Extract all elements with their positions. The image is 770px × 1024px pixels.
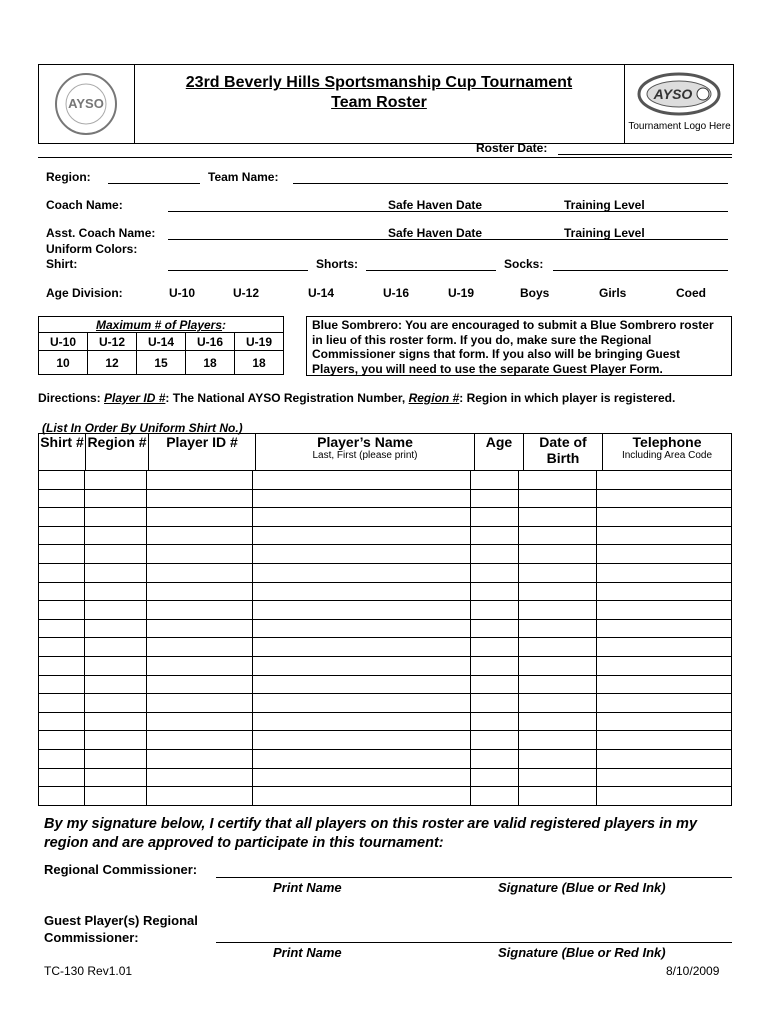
col-age: Age	[475, 434, 524, 471]
table-row	[39, 545, 732, 564]
blue-sombrero-note: Blue Sombrero: You are encouraged to submit a Blue Sombrero roster in lieu of this roster form. If you do, make sure the Regional Commissioner signs that form. If you also will be bringing Guest Players, you will need to use the separate Guest Player Form.	[306, 316, 732, 376]
cell-dob[interactable]	[519, 656, 597, 675]
ayso-seal-box	[39, 65, 135, 143]
cell-shirt[interactable]	[39, 508, 85, 527]
cell-shirt[interactable]	[39, 563, 85, 582]
cell-player-name[interactable]	[253, 787, 471, 806]
col-dob: Date of Birth	[524, 434, 603, 471]
cell-telephone[interactable]	[597, 471, 732, 490]
cell-player-id[interactable]	[147, 749, 253, 768]
cell-age[interactable]	[471, 471, 519, 490]
cell-player-id[interactable]	[147, 731, 253, 750]
cell-age[interactable]	[471, 787, 519, 806]
cell-telephone[interactable]	[597, 731, 732, 750]
cell-telephone[interactable]	[597, 619, 732, 638]
cell-age[interactable]	[471, 582, 519, 601]
cell-region[interactable]	[85, 601, 147, 620]
cell-player-id[interactable]	[147, 675, 253, 694]
cell-player-id[interactable]	[147, 712, 253, 731]
cell-telephone[interactable]	[597, 563, 732, 582]
roster-table-body	[38, 470, 732, 806]
col-player-id: Player ID #	[149, 434, 256, 471]
cell-shirt[interactable]	[39, 694, 85, 713]
cell-shirt[interactable]	[39, 787, 85, 806]
regional-commissioner-signature-line[interactable]	[216, 877, 732, 878]
cell-player-name[interactable]	[253, 749, 471, 768]
team-name-label: Team Name:	[208, 170, 279, 184]
cell-dob[interactable]	[519, 749, 597, 768]
max-players-table	[38, 316, 284, 375]
safe-haven-label-1: Safe Haven Date	[388, 198, 483, 212]
age-option-u12[interactable]: U-12	[233, 286, 260, 300]
cell-dob[interactable]	[519, 508, 597, 527]
cell-age[interactable]	[471, 694, 519, 713]
table-row	[39, 731, 732, 750]
cell-dob[interactable]	[519, 638, 597, 657]
table-row	[39, 694, 732, 713]
coach-name-label: Coach Name:	[46, 198, 123, 212]
cell-telephone[interactable]	[597, 489, 732, 508]
cell-shirt[interactable]	[39, 526, 85, 545]
guest-commissioner-signature-line[interactable]	[216, 942, 732, 943]
cell-player-name[interactable]	[253, 768, 471, 787]
cell-shirt[interactable]	[39, 656, 85, 675]
cell-telephone[interactable]	[597, 675, 732, 694]
header-box	[38, 64, 734, 144]
cell-region[interactable]	[85, 675, 147, 694]
cell-age[interactable]	[471, 768, 519, 787]
signature-label-1: Signature (Blue or Red Ink)	[498, 880, 666, 895]
cell-shirt[interactable]	[39, 601, 85, 620]
safe-haven-label-2: Safe Haven Date	[388, 226, 483, 240]
cell-region[interactable]	[85, 712, 147, 731]
cell-player-id[interactable]	[147, 545, 253, 564]
cell-age[interactable]	[471, 731, 519, 750]
cell-telephone[interactable]	[597, 712, 732, 731]
cell-telephone[interactable]	[597, 582, 732, 601]
training-level-label-1: Training Level	[564, 198, 645, 212]
cell-shirt[interactable]	[39, 489, 85, 508]
shirt-label: Shirt:	[46, 257, 78, 271]
uniform-colors-label: Uniform Colors:	[46, 242, 138, 256]
cell-dob[interactable]	[519, 601, 597, 620]
roster-date-field[interactable]	[558, 154, 732, 155]
cell-player-id[interactable]	[147, 638, 253, 657]
list-order-note: (List In Order By Uniform Shirt No.)	[42, 421, 243, 435]
cell-player-name[interactable]	[253, 638, 471, 657]
svg-text:AYSO: AYSO	[68, 96, 104, 111]
roster-table-header	[38, 433, 732, 471]
cell-region[interactable]	[85, 731, 147, 750]
age-option-u16[interactable]: U-16	[383, 286, 410, 300]
cell-player-id[interactable]	[147, 787, 253, 806]
cell-age[interactable]	[471, 619, 519, 638]
cell-shirt[interactable]	[39, 582, 85, 601]
cell-player-id[interactable]	[147, 471, 253, 490]
table-row	[39, 526, 732, 545]
age-option-coed[interactable]: Coed	[676, 286, 706, 300]
cell-player-id[interactable]	[147, 656, 253, 675]
cell-player-name[interactable]	[253, 471, 471, 490]
table-row	[39, 675, 732, 694]
cell-telephone[interactable]	[597, 787, 732, 806]
max-count-u12: 12	[88, 351, 137, 375]
table-row	[39, 601, 732, 620]
max-div-u12: U-12	[88, 333, 137, 351]
cell-region[interactable]	[85, 619, 147, 638]
cell-dob[interactable]	[519, 768, 597, 787]
table-row	[39, 787, 732, 806]
title-line-2: Team Roster	[331, 94, 427, 111]
col-player-name: Player’s Name Last, First (please print)	[256, 434, 475, 471]
cell-region[interactable]	[85, 526, 147, 545]
cell-shirt[interactable]	[39, 768, 85, 787]
region-label: Region:	[46, 170, 91, 184]
cell-shirt[interactable]	[39, 619, 85, 638]
cell-age[interactable]	[471, 545, 519, 564]
cell-dob[interactable]	[519, 545, 597, 564]
table-row	[39, 508, 732, 527]
table-row	[39, 582, 732, 601]
cell-age[interactable]	[471, 601, 519, 620]
cell-player-id[interactable]	[147, 489, 253, 508]
cell-telephone[interactable]	[597, 526, 732, 545]
cell-age[interactable]	[471, 526, 519, 545]
table-row	[39, 768, 732, 787]
team-name-field[interactable]	[293, 183, 728, 184]
ayso-seal-icon	[39, 65, 134, 143]
cell-telephone[interactable]	[597, 508, 732, 527]
cell-dob[interactable]	[519, 563, 597, 582]
cell-region[interactable]	[85, 471, 147, 490]
cell-telephone[interactable]	[597, 545, 732, 564]
table-row	[39, 489, 732, 508]
table-row	[39, 749, 732, 768]
max-count-u19: 18	[235, 351, 284, 375]
cell-player-name[interactable]	[253, 675, 471, 694]
cell-region[interactable]	[85, 638, 147, 657]
guest-commissioner-label: Guest Player(s) Regional Commissioner:	[44, 913, 198, 945]
cell-age[interactable]	[471, 563, 519, 582]
shorts-field[interactable]	[366, 270, 496, 271]
cell-player-name[interactable]	[253, 601, 471, 620]
cell-region[interactable]	[85, 768, 147, 787]
max-div-u19: U-19	[235, 333, 284, 351]
cell-region[interactable]	[85, 563, 147, 582]
cell-player-name[interactable]	[253, 582, 471, 601]
asst-coach-label: Asst. Coach Name:	[46, 226, 156, 240]
shorts-label: Shorts:	[316, 257, 358, 271]
col-shirt: Shirt #	[39, 434, 86, 471]
cell-dob[interactable]	[519, 675, 597, 694]
cell-dob[interactable]	[519, 731, 597, 750]
table-row	[39, 638, 732, 657]
region-field[interactable]	[108, 183, 200, 184]
cell-player-name[interactable]	[253, 545, 471, 564]
table-row	[39, 471, 732, 490]
cell-player-name[interactable]	[253, 508, 471, 527]
cell-telephone[interactable]	[597, 694, 732, 713]
max-div-u10: U-10	[39, 333, 88, 351]
cell-dob[interactable]	[519, 619, 597, 638]
max-count-u16: 18	[186, 351, 235, 375]
cell-player-id[interactable]	[147, 694, 253, 713]
cell-shirt[interactable]	[39, 675, 85, 694]
form-date: 8/10/2009	[666, 964, 720, 978]
cell-player-name[interactable]	[253, 563, 471, 582]
cell-dob[interactable]	[519, 471, 597, 490]
col-region: Region #	[86, 434, 149, 471]
max-count-u14: 15	[137, 351, 186, 375]
table-row	[39, 656, 732, 675]
signature-label-2: Signature (Blue or Red Ink)	[498, 945, 666, 960]
cell-telephone[interactable]	[597, 749, 732, 768]
cell-region[interactable]	[85, 656, 147, 675]
print-name-label-2: Print Name	[273, 945, 342, 960]
certification-text: By my signature below, I certify that all players on this roster are valid registered players in my region and are approved to participate in this tournament:	[44, 816, 698, 851]
cell-dob[interactable]	[519, 489, 597, 508]
cell-dob[interactable]	[519, 582, 597, 601]
shirt-field[interactable]	[168, 270, 308, 271]
socks-field[interactable]	[553, 270, 728, 271]
cell-age[interactable]	[471, 638, 519, 657]
table-row	[39, 712, 732, 731]
max-players-title: Maximum # of Players:	[39, 317, 284, 333]
cell-player-id[interactable]	[147, 619, 253, 638]
cell-shirt[interactable]	[39, 545, 85, 564]
col-telephone: Telephone Including Area Code	[603, 434, 732, 471]
cell-player-id[interactable]	[147, 563, 253, 582]
table-row	[39, 619, 732, 638]
max-div-u14: U-14	[137, 333, 186, 351]
cell-shirt[interactable]	[39, 731, 85, 750]
table-row	[39, 563, 732, 582]
age-option-girls[interactable]: Girls	[599, 286, 627, 300]
tournament-logo-box	[624, 65, 734, 143]
cell-age[interactable]	[471, 749, 519, 768]
cell-player-id[interactable]	[147, 582, 253, 601]
cell-player-id[interactable]	[147, 768, 253, 787]
cell-age[interactable]	[471, 675, 519, 694]
age-option-boys[interactable]: Boys	[520, 286, 550, 300]
age-option-u10[interactable]: U-10	[169, 286, 196, 300]
cell-region[interactable]	[85, 749, 147, 768]
cell-telephone[interactable]	[597, 768, 732, 787]
logo-caption: Tournament Logo Here	[628, 121, 731, 132]
cell-player-id[interactable]	[147, 526, 253, 545]
socks-label: Socks:	[504, 257, 544, 271]
cell-player-name[interactable]	[253, 656, 471, 675]
cell-age[interactable]	[471, 508, 519, 527]
form-id: TC-130 Rev1.01	[44, 964, 133, 978]
cell-player-name[interactable]	[253, 489, 471, 508]
cell-shirt[interactable]	[39, 471, 85, 490]
cell-region[interactable]	[85, 787, 147, 806]
print-name-label-1: Print Name	[273, 880, 342, 895]
cell-region[interactable]	[85, 582, 147, 601]
age-division-label: Age Division:	[46, 286, 123, 300]
cell-player-id[interactable]	[147, 601, 253, 620]
cell-player-name[interactable]	[253, 526, 471, 545]
directions: Directions: Player ID #: The National AYSO Registration Number, Region #: Region in which player is registered.	[38, 391, 676, 405]
regional-commissioner-label: Regional Commissioner:	[44, 862, 198, 877]
cell-age[interactable]	[471, 712, 519, 731]
cell-player-name[interactable]	[253, 619, 471, 638]
cell-dob[interactable]	[519, 712, 597, 731]
training-level-label-2: Training Level	[564, 226, 645, 240]
cell-player-id[interactable]	[147, 508, 253, 527]
svg-text:AYSO: AYSO	[653, 86, 693, 102]
cell-dob[interactable]	[519, 526, 597, 545]
cell-dob[interactable]	[519, 787, 597, 806]
age-option-u19[interactable]: U-19	[448, 286, 475, 300]
cell-player-name[interactable]	[253, 694, 471, 713]
cell-telephone[interactable]	[597, 601, 732, 620]
cell-dob[interactable]	[519, 694, 597, 713]
ayso-logo-icon	[625, 65, 734, 120]
cell-telephone[interactable]	[597, 656, 732, 675]
cell-region[interactable]	[85, 508, 147, 527]
max-count-u10: 10	[39, 351, 88, 375]
cell-player-name[interactable]	[253, 731, 471, 750]
age-option-u14[interactable]: U-14	[308, 286, 335, 300]
title-line-1: 23rd Beverly Hills Sportsmanship Cup Tournament	[185, 74, 573, 91]
team-info-box	[38, 157, 732, 306]
cell-shirt[interactable]	[39, 638, 85, 657]
cell-player-name[interactable]	[253, 712, 471, 731]
cell-shirt[interactable]	[39, 712, 85, 731]
cell-region[interactable]	[85, 694, 147, 713]
cell-age[interactable]	[471, 489, 519, 508]
cell-region[interactable]	[85, 545, 147, 564]
roster-date-label: Roster Date:	[476, 141, 548, 155]
cell-age[interactable]	[471, 656, 519, 675]
cell-shirt[interactable]	[39, 749, 85, 768]
max-div-u16: U-16	[186, 333, 235, 351]
cell-region[interactable]	[85, 489, 147, 508]
cell-telephone[interactable]	[597, 638, 732, 657]
